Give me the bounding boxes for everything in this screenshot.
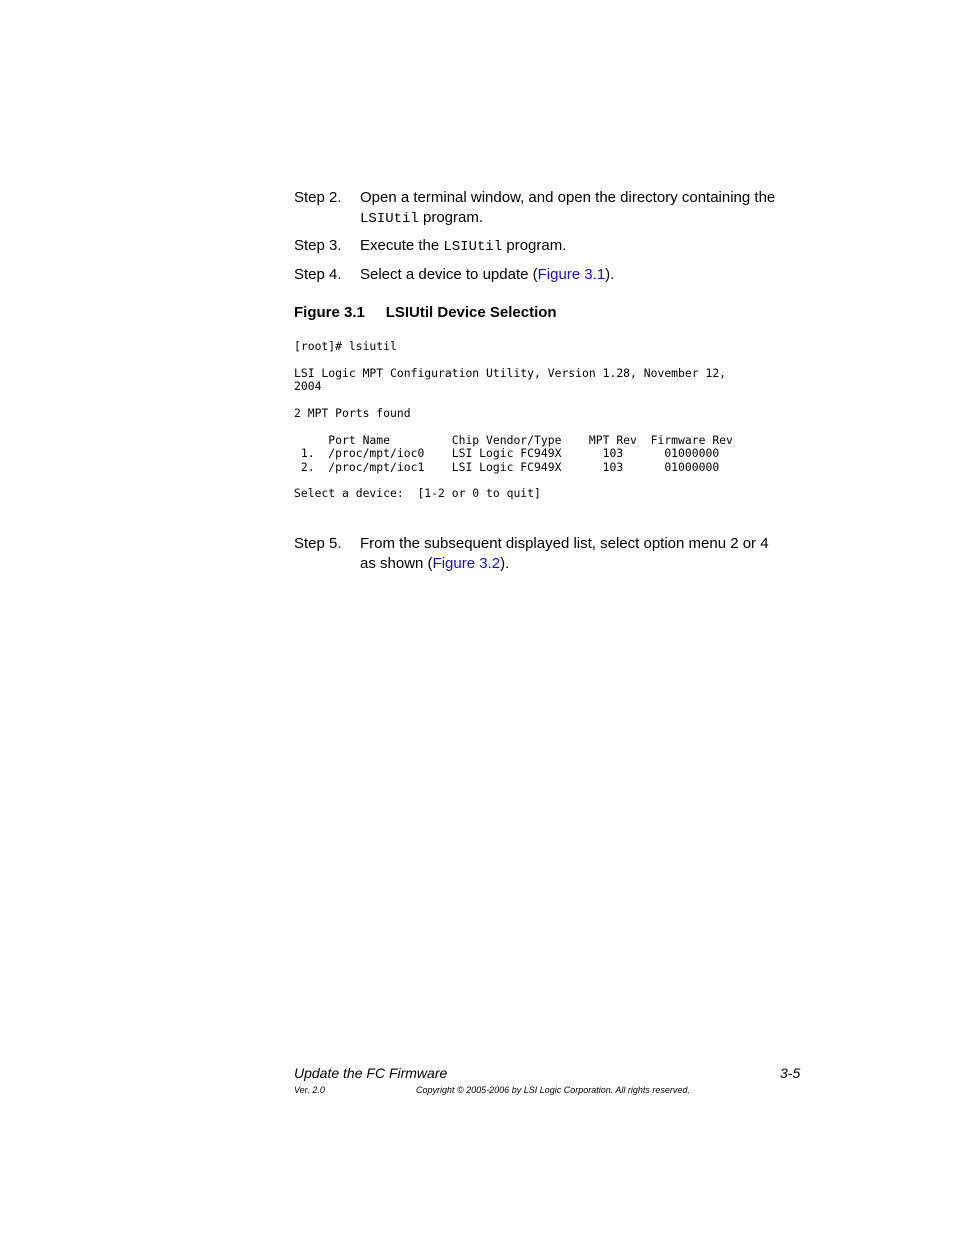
figure-link[interactable]: Figure 3.2	[432, 555, 501, 572]
step-label: Step 2.	[294, 189, 342, 206]
terminal-line: 2 MPT Ports found	[294, 406, 411, 421]
footer-title: Update the FC Firmware	[294, 1065, 448, 1081]
terminal-line: 2004	[294, 379, 322, 394]
page-number: 3-5	[780, 1065, 801, 1081]
terminal-line: Port Name Chip Vendor/Type MPT Rev Firmware Rev	[294, 432, 733, 447]
terminal-line: [root]# lsiutil	[294, 339, 397, 353]
step-text: Select a device to update (Figure 3.1).	[360, 266, 615, 283]
step-label: Step 5.	[294, 535, 342, 552]
copyright-notice: Copyright © 2005-2006 by LSI Logic Corporation. All rights reserved.	[416, 1085, 690, 1095]
program-name: LSIUtil	[443, 239, 503, 255]
terminal-line: LSI Logic MPT Configuration Utility, Version 1.28, November 12,	[294, 365, 727, 380]
terminal-line: Select a device: [1-2 or 0 to quit]	[294, 486, 541, 501]
step-text-continued: LSIUtil program.	[360, 209, 484, 227]
figure-link[interactable]: Figure 3.1	[537, 266, 606, 283]
step-text: From the subsequent displayed list, select option menu 2 or 4	[360, 535, 769, 552]
figure-caption: Figure 3.1 LSIUtil Device Selection	[294, 304, 557, 321]
version-label: Ver. 2.0	[294, 1085, 325, 1095]
step-text: Execute the LSIUtil program.	[360, 237, 567, 255]
program-name: LSIUtil	[360, 211, 419, 227]
terminal-line: 2. /proc/mpt/ioc1 LSI Logic FC949X 103 01000000	[294, 459, 720, 474]
step-text: Open a terminal window, and open the directory containing the	[360, 189, 776, 206]
step-label: Step 3.	[294, 237, 342, 254]
step-text-continued: as shown (Figure 3.2).	[360, 555, 510, 572]
step-label: Step 4.	[294, 266, 342, 283]
terminal-output	[294, 340, 733, 501]
terminal-line: 1. /proc/mpt/ioc0 LSI Logic FC949X 103 01000000	[294, 446, 720, 461]
